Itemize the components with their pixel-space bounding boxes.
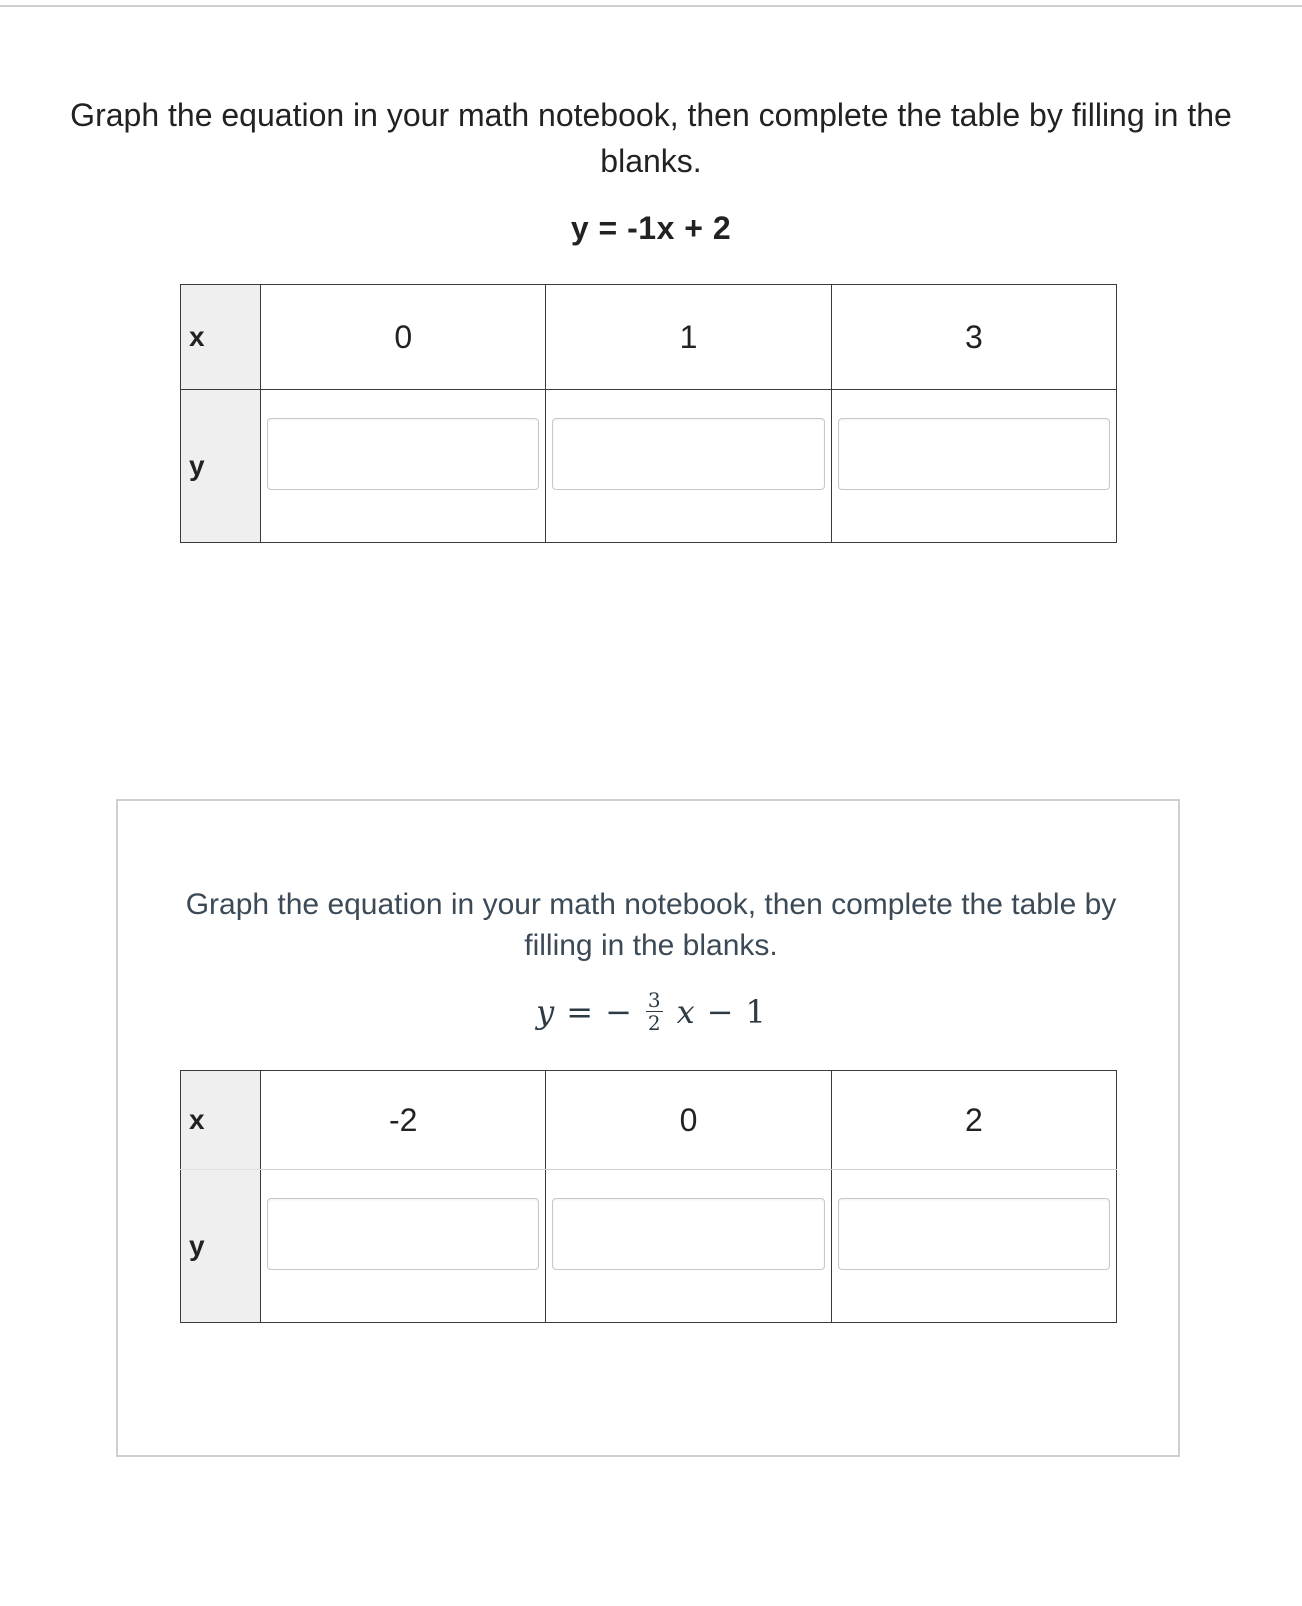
equation-equals: =: [566, 992, 594, 1031]
y-answer-input[interactable]: [267, 418, 539, 490]
problem-1-table: [180, 284, 1117, 543]
y-row: [181, 1170, 1117, 1323]
y-value-cell: [261, 390, 546, 543]
top-divider: [0, 5, 1302, 7]
y-answer-input[interactable]: [267, 1198, 539, 1270]
y-value-cell: [546, 390, 831, 543]
equation-sign: −: [605, 992, 632, 1031]
equation-fraction: [646, 990, 663, 1033]
fraction-denominator: 2: [647, 1011, 661, 1035]
problem-2-equation: [0, 990, 1302, 1046]
x-value-cell: 0: [261, 285, 546, 390]
y-row-label: y: [181, 390, 261, 543]
equation-variable: x: [676, 992, 695, 1031]
x-value-cell: 0: [546, 1071, 831, 1170]
x-row: [181, 1071, 1117, 1170]
fraction-numerator: 3: [647, 988, 661, 1012]
x-value-cell: 2: [831, 1071, 1116, 1170]
x-row-label: x: [181, 1071, 261, 1170]
x-value-cell: -2: [261, 1071, 546, 1170]
y-answer-input[interactable]: [552, 418, 824, 490]
y-answer-input[interactable]: [838, 1198, 1110, 1270]
y-answer-input[interactable]: [552, 1198, 824, 1270]
x-row: [181, 285, 1117, 390]
y-row: [181, 390, 1117, 543]
problem-1-instructions: Graph the equation in your math notebook, then complete the table by filling in the blanks.: [70, 97, 1232, 179]
y-answer-input[interactable]: [838, 418, 1110, 490]
x-value-cell: 3: [831, 285, 1116, 390]
problem-2-table: [180, 1070, 1117, 1323]
y-value-cell: [261, 1170, 546, 1323]
equation-lhs: y: [536, 992, 555, 1031]
problem-1-equation: y = -1x + 2: [570, 210, 732, 246]
y-value-cell: [546, 1170, 831, 1323]
equation-operator: −: [706, 992, 734, 1031]
y-value-cell: [831, 390, 1116, 543]
y-row-label: y: [181, 1170, 261, 1323]
problem-2-instructions: Graph the equation in your math notebook, then complete the table by filling in the blanks.: [185, 888, 1117, 962]
x-row-label: x: [181, 285, 261, 390]
equation-constant: 1: [745, 992, 766, 1031]
y-value-cell: [831, 1170, 1116, 1323]
x-value-cell: 1: [546, 285, 831, 390]
